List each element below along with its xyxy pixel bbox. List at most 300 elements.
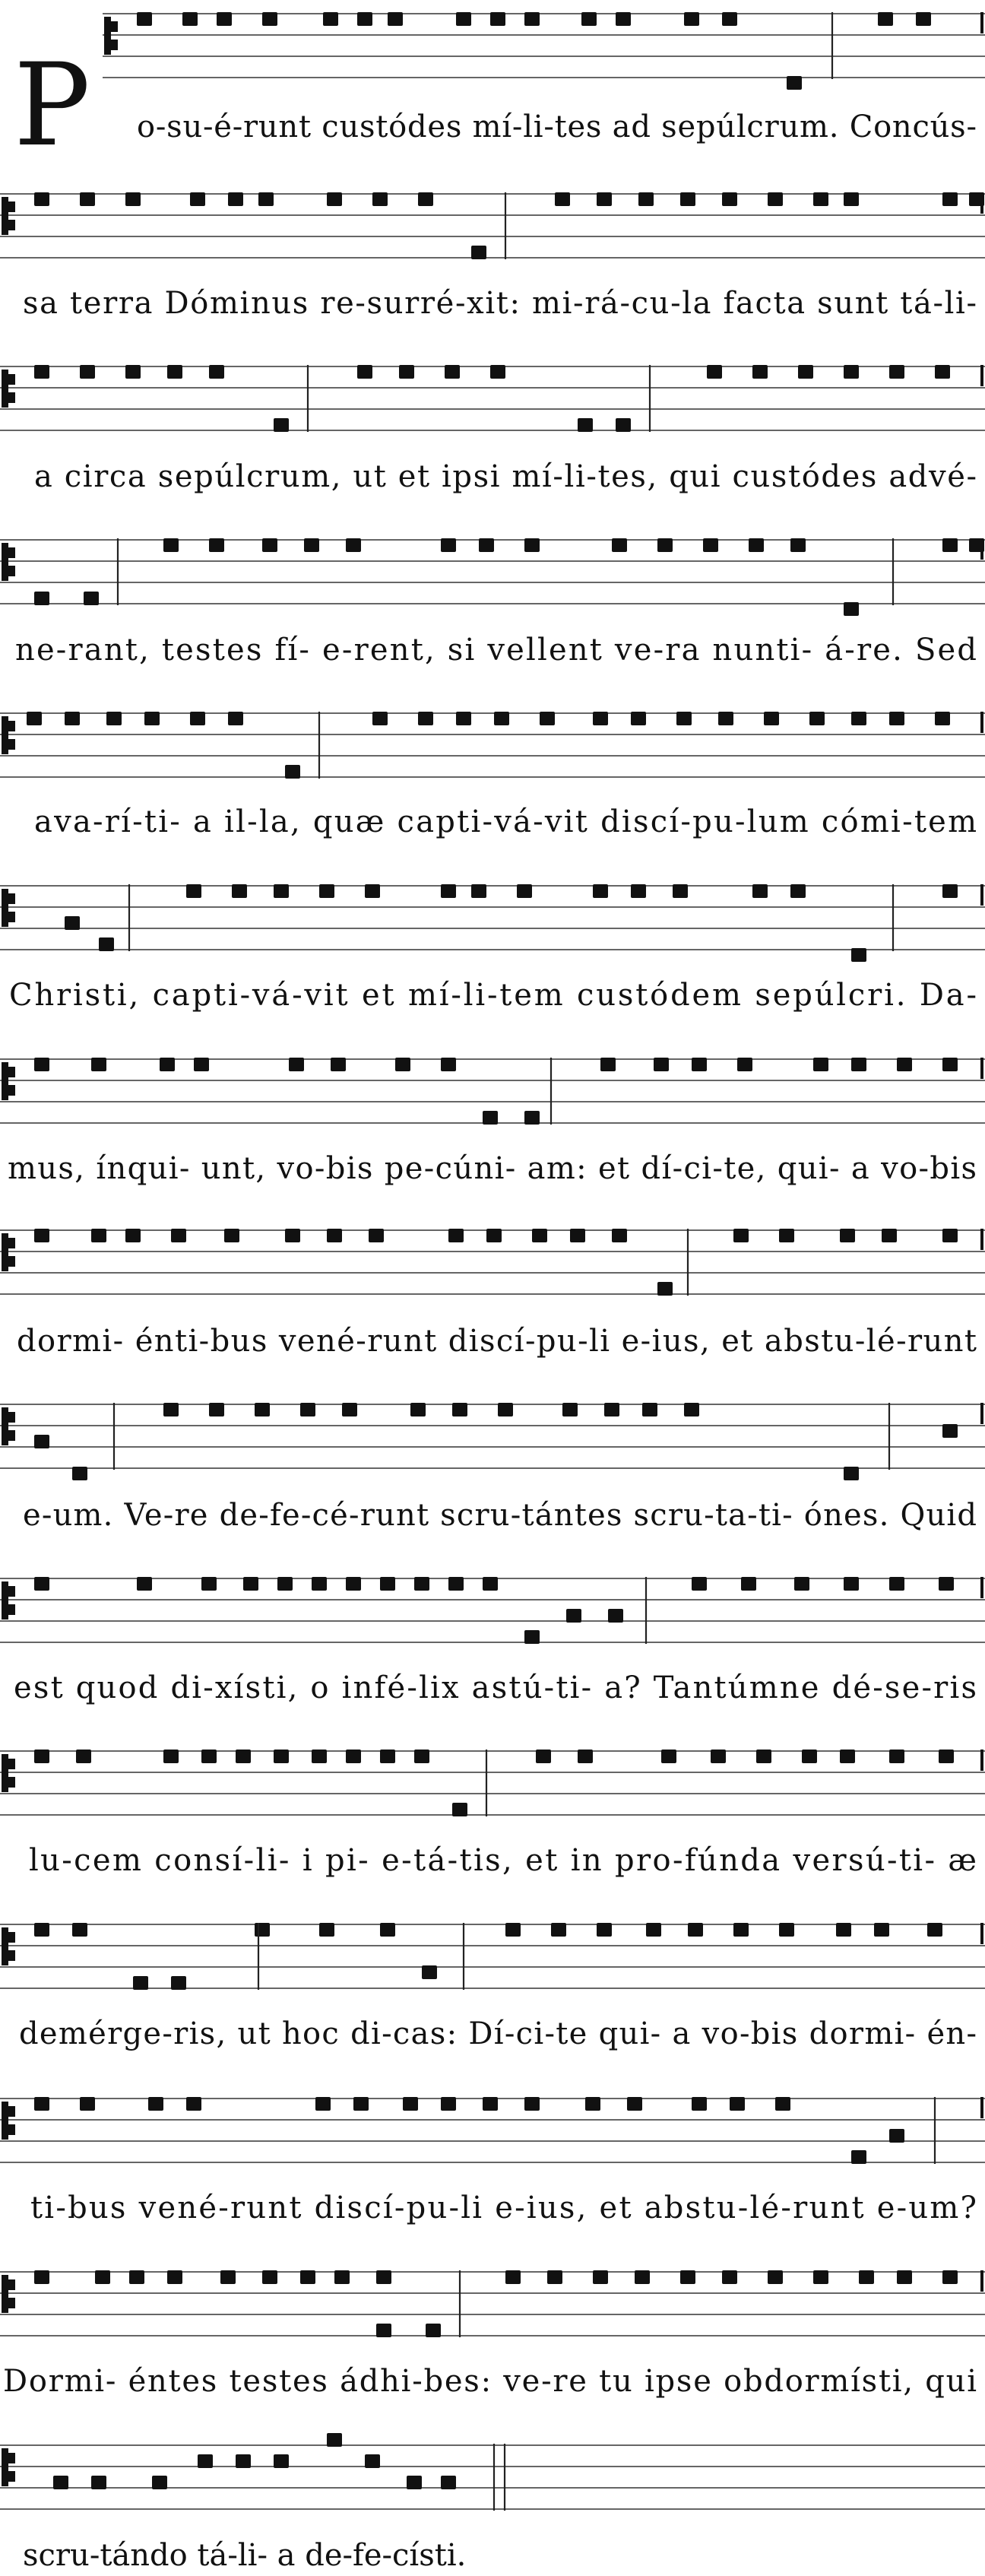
do-clef-icon bbox=[2, 2102, 15, 2140]
neume-note bbox=[426, 2324, 441, 2337]
neume-note bbox=[692, 2097, 707, 2111]
neume-note bbox=[718, 712, 733, 725]
neume-note bbox=[752, 365, 768, 379]
do-clef-icon bbox=[2, 1062, 15, 1100]
neume-note bbox=[627, 2097, 642, 2111]
neume-note bbox=[642, 1403, 657, 1416]
neume-note bbox=[456, 12, 471, 26]
lyric-line: ava-rí-ti- a il-la, quæ capti-vá-vit discí-pu-lum cómi-tem bbox=[34, 804, 977, 839]
neume-note bbox=[939, 1750, 954, 1763]
neume-note bbox=[274, 1750, 289, 1763]
neume-note bbox=[775, 2097, 790, 2111]
neume-note bbox=[882, 1229, 897, 1242]
neume-note bbox=[34, 192, 49, 206]
neume-note bbox=[844, 602, 859, 616]
lyric-line: Dormi- éntes testes ádhi-bes: ve-re tu ipse obdormísti, qui bbox=[3, 2364, 977, 2399]
neume-note bbox=[737, 1058, 752, 1071]
staff-system bbox=[0, 712, 985, 779]
neume-note bbox=[262, 12, 277, 26]
lyric-line: dormi- énti-bus vené-runt discí-pu-li e-ius, et abstu-lé-runt bbox=[17, 1324, 977, 1359]
neume-note bbox=[517, 884, 532, 898]
custos bbox=[980, 1058, 983, 1079]
neume-note bbox=[277, 1577, 293, 1591]
neume-note bbox=[65, 712, 80, 725]
neume-note bbox=[327, 1229, 342, 1242]
neume-note bbox=[125, 1229, 141, 1242]
neume-note bbox=[889, 365, 904, 379]
neume-note bbox=[224, 1229, 239, 1242]
neume-note bbox=[327, 2433, 342, 2447]
neume-note bbox=[673, 884, 688, 898]
neume-note bbox=[125, 192, 141, 206]
staff-system bbox=[0, 1577, 985, 1644]
custos bbox=[980, 1750, 983, 1771]
neume-note bbox=[612, 538, 627, 552]
neume-note bbox=[137, 12, 152, 26]
neume-note bbox=[657, 538, 673, 552]
neume-note bbox=[80, 192, 95, 206]
neume-note bbox=[376, 2324, 391, 2337]
do-clef-icon bbox=[104, 17, 118, 55]
neume-note bbox=[441, 884, 456, 898]
neume-note bbox=[376, 2270, 391, 2284]
custos bbox=[980, 1229, 983, 1250]
neume-note bbox=[851, 2150, 866, 2164]
neume-note bbox=[448, 1577, 464, 1591]
neume-note bbox=[27, 712, 42, 725]
neume-note bbox=[167, 2270, 182, 2284]
neume-note bbox=[874, 1923, 889, 1937]
do-clef-icon bbox=[2, 2448, 15, 2486]
neume-note bbox=[388, 12, 403, 26]
neume-note bbox=[486, 1229, 502, 1242]
neume-note bbox=[414, 1577, 429, 1591]
neume-note bbox=[654, 1058, 669, 1071]
neume-note bbox=[395, 1058, 410, 1071]
neume-note bbox=[201, 1577, 217, 1591]
neume-note bbox=[524, 1111, 540, 1125]
neume-note bbox=[787, 76, 802, 90]
neume-note bbox=[524, 12, 540, 26]
neume-note bbox=[312, 1750, 327, 1763]
lyric-line: lu-cem consí-li- i pi- e-tá-tis, et in pro-fúnda versú-ti- æ bbox=[29, 1843, 977, 1878]
neume-note bbox=[422, 1965, 437, 1979]
do-clef-icon bbox=[2, 716, 15, 754]
neume-note bbox=[312, 1577, 327, 1591]
neume-note bbox=[369, 1229, 384, 1242]
neume-note bbox=[889, 1577, 904, 1591]
lyric-line: o-su-é-runt custódes mí-li-tes ad sepúlcrum. Concús- bbox=[137, 109, 977, 144]
lyric-line: ne-rant, testes fí- e-rent, si vellent ve-ra nunti- á-re. Sed bbox=[15, 633, 977, 668]
custos bbox=[980, 2097, 983, 2118]
neume-note bbox=[258, 192, 274, 206]
neume-note bbox=[34, 1750, 49, 1763]
neume-note bbox=[91, 2476, 106, 2489]
neume-note bbox=[357, 365, 372, 379]
neume-note bbox=[209, 1403, 224, 1416]
neume-note bbox=[844, 1467, 859, 1480]
neume-note bbox=[616, 418, 631, 432]
neume-note bbox=[167, 365, 182, 379]
neume-note bbox=[125, 365, 141, 379]
neume-note bbox=[34, 1058, 49, 1071]
do-clef-icon bbox=[2, 543, 15, 581]
neume-note bbox=[939, 1577, 954, 1591]
neume-note bbox=[768, 2270, 783, 2284]
neume-note bbox=[34, 1229, 49, 1242]
neume-note bbox=[372, 712, 388, 725]
custos bbox=[980, 12, 983, 33]
neume-note bbox=[646, 1923, 661, 1937]
neume-note bbox=[505, 1923, 521, 1937]
custos bbox=[980, 2270, 983, 2292]
neume-note bbox=[741, 1577, 756, 1591]
neume-note bbox=[494, 712, 509, 725]
neume-note bbox=[228, 192, 243, 206]
staff-system bbox=[0, 884, 985, 962]
neume-note bbox=[851, 1058, 866, 1071]
neume-note bbox=[441, 2476, 456, 2489]
neume-note bbox=[878, 12, 893, 26]
neume-note bbox=[597, 192, 612, 206]
neume-note bbox=[448, 1229, 464, 1242]
neume-note bbox=[243, 1577, 258, 1591]
lyric-line: e-um. Ve-re de-fe-cé-runt scru-tántes scru-ta-ti- ónes. Quid bbox=[23, 1498, 977, 1533]
neume-note bbox=[72, 1467, 87, 1480]
neume-note bbox=[190, 712, 205, 725]
neume-note bbox=[334, 2270, 350, 2284]
neume-note bbox=[236, 2454, 251, 2468]
neume-note bbox=[752, 884, 768, 898]
neume-note bbox=[483, 1577, 498, 1591]
neume-note bbox=[703, 538, 718, 552]
do-clef-icon bbox=[2, 1754, 15, 1792]
neume-note bbox=[357, 12, 372, 26]
neume-note bbox=[505, 2270, 521, 2284]
neume-note bbox=[80, 2097, 95, 2111]
neume-note bbox=[353, 2097, 369, 2111]
neume-note bbox=[456, 712, 471, 725]
neume-note bbox=[186, 884, 201, 898]
neume-note bbox=[547, 2270, 562, 2284]
neume-note bbox=[813, 1058, 828, 1071]
neume-note bbox=[889, 1750, 904, 1763]
neume-note bbox=[76, 1750, 91, 1763]
neume-note bbox=[380, 1750, 395, 1763]
neume-note bbox=[942, 884, 958, 898]
neume-note bbox=[331, 1058, 346, 1071]
neume-note bbox=[790, 538, 806, 552]
neume-note bbox=[319, 884, 334, 898]
neume-note bbox=[285, 1229, 300, 1242]
neume-note bbox=[129, 2270, 144, 2284]
neume-note bbox=[711, 1750, 726, 1763]
custos bbox=[980, 192, 983, 214]
staff-system bbox=[0, 365, 985, 432]
neume-note bbox=[722, 12, 737, 26]
lyric-line: sa terra Dóminus re-surré-xit: mi-rá-cu-la facta sunt tá-li- bbox=[23, 286, 977, 321]
neume-note bbox=[274, 884, 289, 898]
neume-note bbox=[133, 1976, 148, 1990]
neume-note bbox=[631, 884, 646, 898]
neume-note bbox=[578, 418, 593, 432]
neume-note bbox=[889, 2129, 904, 2143]
staff-system bbox=[0, 2270, 985, 2337]
neume-note bbox=[813, 192, 828, 206]
neume-note bbox=[34, 2270, 49, 2284]
neume-note bbox=[790, 884, 806, 898]
lyric-line: scru-tándo tá-li- a de-fe-císti. bbox=[23, 2538, 467, 2573]
lyrics bbox=[3, 109, 977, 2573]
neume-note bbox=[262, 538, 277, 552]
neume-note bbox=[570, 1229, 585, 1242]
neume-note bbox=[604, 1403, 619, 1416]
neume-note bbox=[631, 712, 646, 725]
neume-note bbox=[471, 246, 486, 259]
neume-note bbox=[802, 1750, 817, 1763]
neume-note bbox=[524, 2097, 540, 2111]
neume-note bbox=[346, 1750, 361, 1763]
custos bbox=[980, 1923, 983, 1944]
initial-letter: P bbox=[14, 40, 90, 172]
neume-note bbox=[684, 12, 699, 26]
custos bbox=[980, 1577, 983, 1598]
neume-note bbox=[323, 12, 338, 26]
neume-note bbox=[859, 2270, 874, 2284]
neume-note bbox=[844, 365, 859, 379]
neume-note bbox=[593, 884, 608, 898]
neume-note bbox=[452, 1403, 467, 1416]
neume-note bbox=[483, 2097, 498, 2111]
neume-note bbox=[144, 712, 160, 725]
custos bbox=[980, 884, 983, 906]
neume-note bbox=[844, 1577, 859, 1591]
neume-note bbox=[608, 1609, 623, 1623]
neume-note bbox=[722, 192, 737, 206]
neume-note bbox=[692, 1058, 707, 1071]
neume-note bbox=[581, 12, 597, 26]
neume-note bbox=[536, 1750, 551, 1763]
neume-note bbox=[840, 1750, 855, 1763]
neume-note bbox=[217, 12, 232, 26]
lyric-line: demérge-ris, ut hoc di-cas: Dí-ci-te qui- a vo-bis dormi- én- bbox=[19, 2016, 977, 2051]
neume-note bbox=[692, 1577, 707, 1591]
neume-note bbox=[346, 538, 361, 552]
neume-note bbox=[182, 12, 198, 26]
neume-note bbox=[779, 1229, 794, 1242]
neume-note bbox=[844, 192, 859, 206]
neume-note bbox=[498, 1403, 513, 1416]
neume-note bbox=[34, 365, 49, 379]
neume-note bbox=[163, 1403, 179, 1416]
neume-note bbox=[300, 1403, 315, 1416]
neume-note bbox=[471, 884, 486, 898]
neume-note bbox=[285, 765, 300, 779]
neume-note bbox=[418, 192, 433, 206]
neume-note bbox=[274, 2454, 289, 2468]
neume-note bbox=[95, 2270, 110, 2284]
neume-note bbox=[198, 2454, 213, 2468]
neume-note bbox=[289, 1058, 304, 1071]
neume-note bbox=[365, 884, 380, 898]
staff-system bbox=[0, 1403, 985, 1480]
neume-note bbox=[524, 538, 540, 552]
neume-note bbox=[171, 1229, 186, 1242]
neume-note bbox=[794, 1577, 809, 1591]
custos bbox=[980, 538, 983, 560]
custos bbox=[980, 365, 983, 386]
neume-note bbox=[733, 1923, 749, 1937]
neume-note bbox=[756, 1750, 771, 1763]
neume-note bbox=[171, 1976, 186, 1990]
neume-note bbox=[562, 1403, 578, 1416]
staff-system bbox=[0, 1750, 985, 1816]
do-clef-icon bbox=[2, 889, 15, 927]
neume-note bbox=[34, 1923, 49, 1937]
neume-note bbox=[414, 1750, 429, 1763]
neume-note bbox=[255, 1923, 270, 1937]
neume-note bbox=[809, 712, 825, 725]
neume-note bbox=[836, 1923, 851, 1937]
neume-note bbox=[220, 2270, 236, 2284]
staff-systems bbox=[0, 12, 985, 2511]
neume-note bbox=[209, 365, 224, 379]
neume-note bbox=[661, 1750, 676, 1763]
neume-note bbox=[300, 2270, 315, 2284]
neume-note bbox=[942, 2270, 958, 2284]
neume-note bbox=[479, 538, 494, 552]
neume-note bbox=[600, 1058, 616, 1071]
neume-note bbox=[372, 192, 388, 206]
neume-note bbox=[84, 592, 99, 605]
neume-note bbox=[452, 1803, 467, 1816]
neume-note bbox=[365, 2454, 380, 2468]
neume-note bbox=[798, 365, 813, 379]
do-clef-icon bbox=[2, 2275, 15, 2313]
neume-note bbox=[676, 712, 692, 725]
neume-note bbox=[441, 2097, 456, 2111]
neume-note bbox=[764, 712, 779, 725]
neume-note bbox=[768, 192, 783, 206]
neume-note bbox=[840, 1229, 855, 1242]
neume-note bbox=[418, 712, 433, 725]
neume-note bbox=[942, 1058, 958, 1071]
neume-note bbox=[851, 712, 866, 725]
neume-note bbox=[53, 2476, 68, 2489]
lyric-line: ti-bus vené-runt discí-pu-li e-ius, et abstu-lé-runt e-um? bbox=[30, 2191, 977, 2225]
neume-note bbox=[927, 1923, 942, 1937]
neume-note bbox=[236, 1750, 251, 1763]
neume-note bbox=[680, 192, 695, 206]
neume-note bbox=[346, 1577, 361, 1591]
staff-system bbox=[0, 2433, 985, 2511]
neume-note bbox=[779, 1923, 794, 1937]
neume-note bbox=[532, 1229, 547, 1242]
staff-system bbox=[0, 192, 985, 259]
neume-note bbox=[897, 2270, 912, 2284]
neume-note bbox=[319, 1923, 334, 1937]
do-clef-icon bbox=[2, 197, 15, 235]
neume-note bbox=[555, 192, 570, 206]
lyric-line: a circa sepúlcrum, ut et ipsi mí-li-tes, qui custódes advé- bbox=[34, 459, 977, 494]
neume-note bbox=[638, 192, 654, 206]
custos bbox=[980, 712, 983, 733]
neume-note bbox=[722, 2270, 737, 2284]
do-clef-icon bbox=[2, 1407, 15, 1445]
lyric-line: est quod di-xísti, o infé-lix astú-ti- a? Tantúmne dé-se-ris bbox=[14, 1670, 977, 1705]
do-clef-icon bbox=[2, 1927, 15, 1965]
neume-note bbox=[566, 1609, 581, 1623]
neume-note bbox=[380, 1923, 395, 1937]
neume-note bbox=[34, 1435, 49, 1448]
neume-note bbox=[593, 712, 608, 725]
neume-note bbox=[163, 538, 179, 552]
neume-note bbox=[851, 948, 866, 962]
neume-note bbox=[91, 1229, 106, 1242]
neume-note bbox=[106, 712, 122, 725]
neume-note bbox=[342, 1403, 357, 1416]
neume-note bbox=[163, 1750, 179, 1763]
neume-note bbox=[80, 365, 95, 379]
neume-note bbox=[730, 2097, 745, 2111]
neume-note bbox=[410, 1403, 426, 1416]
neume-note bbox=[688, 1923, 703, 1937]
neume-note bbox=[148, 2097, 163, 2111]
neume-note bbox=[635, 2270, 650, 2284]
neume-note bbox=[403, 2097, 418, 2111]
neume-note bbox=[34, 592, 49, 605]
staff-system bbox=[0, 1229, 985, 1296]
neume-note bbox=[232, 884, 247, 898]
neume-note bbox=[597, 1923, 612, 1937]
neume-note bbox=[34, 1577, 49, 1591]
neume-note bbox=[540, 712, 555, 725]
neume-note bbox=[315, 2097, 331, 2111]
neume-note bbox=[399, 365, 414, 379]
neume-note bbox=[91, 1058, 106, 1071]
neume-note bbox=[916, 12, 931, 26]
staff-system bbox=[0, 2097, 985, 2164]
neume-note bbox=[72, 1923, 87, 1937]
lyric-line: mus, ínqui- unt, vo-bis pe-cúni- am: et dí-ci-te, qui- a vo-bis bbox=[8, 1151, 977, 1186]
neume-note bbox=[684, 1403, 699, 1416]
neume-note bbox=[616, 12, 631, 26]
neume-note bbox=[407, 2476, 422, 2489]
neume-note bbox=[942, 192, 958, 206]
neume-note bbox=[524, 1630, 540, 1644]
neume-note bbox=[585, 2097, 600, 2111]
neume-note bbox=[201, 1750, 217, 1763]
do-clef-icon bbox=[2, 370, 15, 408]
neume-note bbox=[160, 1058, 175, 1071]
neume-note bbox=[304, 538, 319, 552]
neume-note bbox=[813, 2270, 828, 2284]
custos bbox=[980, 1403, 983, 1424]
neume-note bbox=[707, 365, 722, 379]
neume-note bbox=[749, 538, 764, 552]
neume-note bbox=[733, 1229, 749, 1242]
staff-system bbox=[0, 538, 985, 616]
neume-note bbox=[327, 192, 342, 206]
neume-note bbox=[228, 712, 243, 725]
neume-note bbox=[190, 192, 205, 206]
do-clef-icon bbox=[2, 1581, 15, 1620]
neume-note bbox=[441, 1058, 456, 1071]
neume-note bbox=[152, 2476, 167, 2489]
neume-note bbox=[194, 1058, 209, 1071]
staff-system bbox=[103, 12, 985, 90]
neume-note bbox=[483, 1111, 498, 1125]
